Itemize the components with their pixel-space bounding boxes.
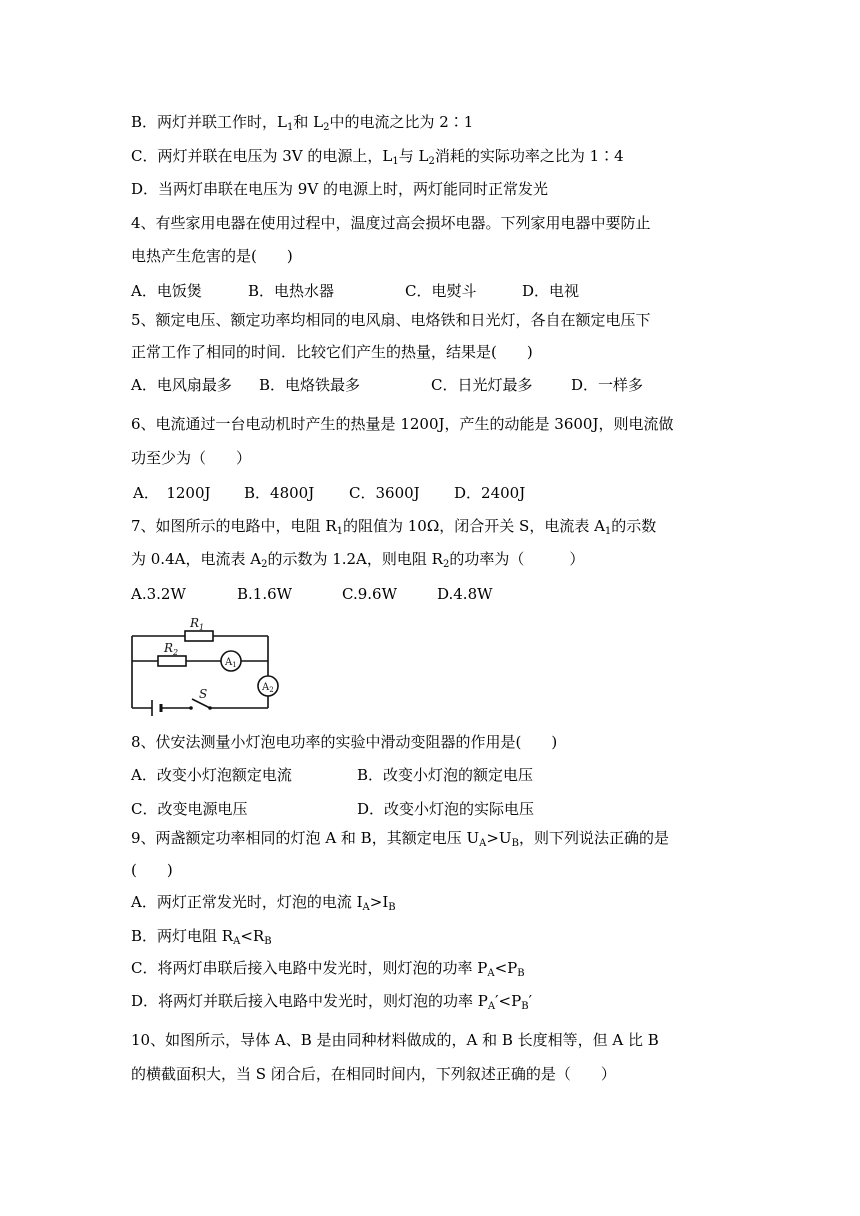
q6-option-d: D．2400J	[454, 484, 526, 502]
q7-option-b: B.1.6W	[237, 585, 293, 603]
r2-label: $R_2$	[164, 641, 179, 657]
q8-option-d: D．改变小灯泡的实际电压	[357, 800, 535, 818]
q4-stem-line1: 4、有些家用电器在使用过程中，温度过高会损坏电器。下列家用电器中要防止	[131, 214, 651, 232]
q7-option-c: C.9.6W	[342, 585, 397, 603]
q4-stem-line2: 电热产生危害的是( )	[131, 247, 293, 265]
q3-option-b: B．两灯并联工作时，$L_1$和 $L_2$中的电流之比为 2∶1	[131, 113, 474, 133]
battery-symbol	[152, 700, 161, 716]
resistor-r2-symbol	[158, 656, 186, 666]
q5-stem-line1: 5、额定电压、额定功率均相同的电风扇、电烙铁和日光灯，各自在额定电压下	[131, 311, 651, 329]
q7-option-d: D.4.8W	[437, 585, 493, 603]
q5-option-d: D．一样多	[571, 376, 644, 394]
q6-stem-line1: 6、电流通过一台电动机时产生的热量是 1200J，产生的动能是 3600J，则电流做	[131, 415, 674, 433]
q8-option-b: B．改变小灯泡的额定电压	[357, 766, 534, 784]
q9-stem-line2: ( )	[131, 861, 173, 879]
q3-option-d: D．当两灯串联在电压为 9V 的电源上时，两灯能同时正常发光	[131, 180, 548, 198]
q9-option-d: D．将两灯并联后接入电路中发光时，则灯泡的功率 $P_A'<P_B'$	[131, 992, 532, 1012]
q5-option-c: C．日光灯最多	[431, 376, 533, 394]
circuit-diagram	[128, 614, 288, 718]
q4-option-b: B．电热水器	[248, 282, 335, 300]
q5-stem-line2: 正常工作了相同的时间．比较它们产生的热量，结果是( )	[131, 343, 533, 361]
q10-stem-line2: 的横截面积大，当 S 闭合后，在相同时间内，下列叙述正确的是（ ）	[131, 1065, 616, 1083]
q9-option-a: A．两灯正常发光时，灯泡的电流 $I_A>I_B$	[131, 893, 396, 913]
q5-option-a: A．电风扇最多	[131, 376, 232, 394]
q4-option-a: A．电饭煲	[131, 282, 202, 300]
q4-option-c: C．电熨斗	[405, 282, 477, 300]
q9-option-c: C．将两灯串联后接入电路中发光时，则灯泡的功率 $P_A<P_B$	[131, 959, 525, 979]
q10-stem-line1: 10、如图所示，导体 A、B 是由同种材料做成的，A 和 B 长度相等，但 A 比 B	[131, 1031, 659, 1049]
resistor-r1-symbol	[185, 631, 213, 641]
q8-option-a: A．改变小灯泡额定电流	[131, 766, 292, 784]
q6-option-b: B．4800J	[244, 484, 315, 502]
q6-stem-line2: 功至少为（ ）	[131, 449, 252, 467]
q9-stem-line1: 9、两盏额定功率相同的灯泡 A 和 B，其额定电压 $U_A>U_B$，则下列说法正确的是	[131, 829, 669, 849]
q7-stem-line1: 7、如图所示的电路中，电阻 $R_1$的阻值为 10Ω，闭合开关 S，电流表 $A_1$的示数	[131, 517, 657, 537]
q6-option-c: C．3600J	[349, 484, 420, 502]
q3-option-c: C．两灯并联在电压为 3V 的电源上，$L_1$与 $L_2$消耗的实际功率之比为 1∶4	[131, 147, 624, 167]
q4-option-d: D．电视	[522, 282, 580, 300]
a1-label: $A_1$	[225, 657, 237, 669]
q8-option-c: C．改变电源电压	[131, 800, 248, 818]
switch-s-label: S	[199, 687, 208, 701]
a2-label: $A_2$	[262, 682, 274, 694]
q5-option-b: B．电烙铁最多	[259, 376, 361, 394]
q7-stem-line2: 为 0.4A，电流表 $A_2$的示数为 1.2A，则电阻 $R_2$的功率为（ ）	[131, 550, 585, 570]
q8-stem: 8、伏安法测量小灯泡电功率的实验中滑动变阻器的作用是( )	[131, 733, 558, 751]
q6-option-a: A． 1200J	[133, 484, 211, 502]
q7-option-a: A.3.2W	[131, 585, 186, 603]
q9-option-b: B．两灯电阻 $R_A<R_B$	[131, 927, 272, 947]
r1-label: $R_1$	[190, 616, 205, 632]
